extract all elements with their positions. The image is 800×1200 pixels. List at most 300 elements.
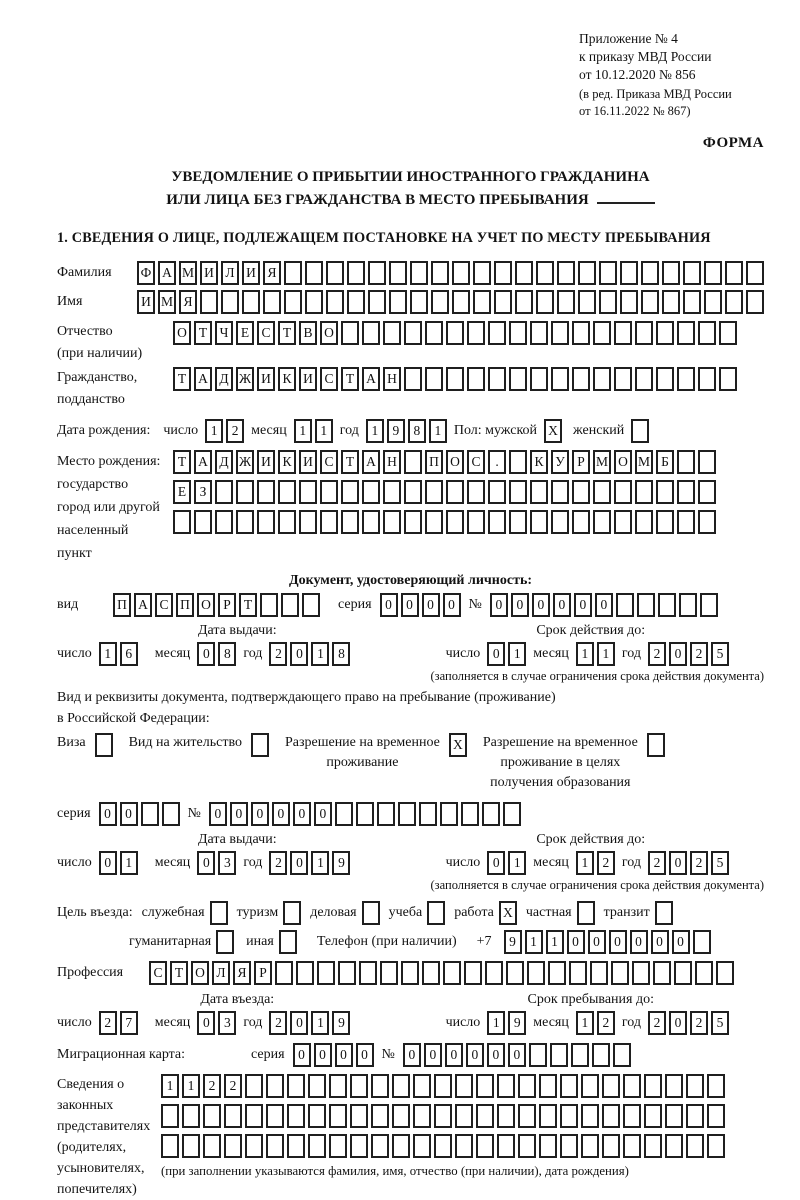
char-cell[interactable] [452,261,470,285]
char-cell[interactable]: Р [572,450,590,474]
char-cell[interactable]: 3 [218,1011,236,1035]
char-cell[interactable] [392,1074,410,1098]
char-cell[interactable] [383,321,401,345]
char-cell[interactable]: 0 [293,1043,311,1067]
char-cell[interactable] [693,930,711,954]
char-cell[interactable]: Я [233,961,251,985]
char-cell[interactable] [686,1074,704,1098]
char-cell[interactable] [422,961,440,985]
char-cell[interactable] [257,510,275,534]
char-cell[interactable] [341,321,359,345]
char-cell[interactable] [425,321,443,345]
char-cell[interactable]: Я [263,261,281,285]
char-cell[interactable]: 0 [272,802,290,826]
char-cell[interactable]: С [467,450,485,474]
char-cell[interactable] [221,290,239,314]
char-cell[interactable] [506,961,524,985]
char-cell[interactable]: 0 [424,1043,442,1067]
char-cell[interactable] [434,1134,452,1158]
char-cell[interactable] [497,1074,515,1098]
char-cell[interactable]: А [194,450,212,474]
char-cell[interactable]: А [362,450,380,474]
char-cell[interactable]: X [499,901,517,925]
char-cell[interactable] [308,1104,326,1128]
char-cell[interactable] [656,367,674,391]
char-cell[interactable]: 0 [567,930,585,954]
char-cell[interactable] [658,593,676,617]
char-cell[interactable] [560,1074,578,1098]
char-cell[interactable] [413,1134,431,1158]
char-cell[interactable]: 0 [290,1011,308,1035]
char-cell[interactable] [602,1074,620,1098]
char-cell[interactable] [578,290,596,314]
char-cell[interactable] [203,1134,221,1158]
char-cell[interactable]: А [158,261,176,285]
char-cell[interactable] [95,733,113,757]
char-cell[interactable] [613,1043,631,1067]
char-cell[interactable] [719,321,737,345]
char-cell[interactable]: 0 [401,593,419,617]
char-cell[interactable]: 1 [182,1074,200,1098]
char-cell[interactable]: 0 [487,642,505,666]
char-cell[interactable]: М [179,261,197,285]
char-cell[interactable] [404,367,422,391]
char-cell[interactable]: . [488,450,506,474]
char-cell[interactable]: 0 [609,930,627,954]
char-cell[interactable] [404,480,422,504]
char-cell[interactable]: И [200,261,218,285]
char-cell[interactable]: 0 [380,593,398,617]
char-cell[interactable]: 0 [293,802,311,826]
char-cell[interactable]: 0 [422,593,440,617]
char-cell[interactable] [482,802,500,826]
char-cell[interactable]: Т [173,367,191,391]
char-cell[interactable] [362,321,380,345]
char-cell[interactable] [572,480,590,504]
char-cell[interactable] [623,1074,641,1098]
char-cell[interactable]: 0 [314,1043,332,1067]
char-cell[interactable] [539,1104,557,1128]
char-cell[interactable] [371,1104,389,1128]
char-cell[interactable] [383,480,401,504]
char-cell[interactable] [637,593,655,617]
char-cell[interactable] [656,321,674,345]
char-cell[interactable] [530,480,548,504]
char-cell[interactable]: 0 [99,802,117,826]
char-cell[interactable] [536,261,554,285]
char-cell[interactable] [550,1043,568,1067]
char-cell[interactable] [485,961,503,985]
char-cell[interactable]: 7 [120,1011,138,1035]
char-cell[interactable] [614,367,632,391]
char-cell[interactable] [245,1134,263,1158]
char-cell[interactable]: X [544,419,562,443]
char-cell[interactable]: О [614,450,632,474]
char-cell[interactable] [695,961,713,985]
char-cell[interactable]: 0 [290,642,308,666]
char-cell[interactable] [299,510,317,534]
char-cell[interactable]: Д [215,367,233,391]
char-cell[interactable] [677,510,695,534]
char-cell[interactable]: 1 [576,642,594,666]
char-cell[interactable] [410,290,428,314]
char-cell[interactable]: Я [179,290,197,314]
char-cell[interactable] [644,1134,662,1158]
char-cell[interactable]: 0 [487,851,505,875]
char-cell[interactable]: 1 [597,642,615,666]
char-cell[interactable]: Е [173,480,191,504]
char-cell[interactable] [461,802,479,826]
char-cell[interactable] [320,480,338,504]
char-cell[interactable] [536,290,554,314]
char-cell[interactable]: А [194,367,212,391]
char-cell[interactable] [677,367,695,391]
char-cell[interactable] [593,510,611,534]
char-cell[interactable]: 0 [99,851,117,875]
char-cell[interactable]: С [257,321,275,345]
char-cell[interactable] [335,802,353,826]
char-cell[interactable]: О [197,593,215,617]
char-cell[interactable]: Л [221,261,239,285]
char-cell[interactable]: Т [239,593,257,617]
char-cell[interactable] [434,1104,452,1128]
char-cell[interactable] [371,1134,389,1158]
char-cell[interactable]: 1 [487,1011,505,1035]
char-cell[interactable] [161,1134,179,1158]
char-cell[interactable] [716,961,734,985]
char-cell[interactable] [509,510,527,534]
char-cell[interactable] [655,901,673,925]
char-cell[interactable]: 1 [366,419,384,443]
char-cell[interactable]: Т [278,321,296,345]
char-cell[interactable]: И [137,290,155,314]
char-cell[interactable] [308,1134,326,1158]
char-cell[interactable]: 0 [403,1043,421,1067]
char-cell[interactable] [392,1104,410,1128]
char-cell[interactable] [620,290,638,314]
char-cell[interactable] [686,1134,704,1158]
char-cell[interactable]: 1 [120,851,138,875]
char-cell[interactable] [296,961,314,985]
char-cell[interactable]: М [635,450,653,474]
char-cell[interactable] [530,367,548,391]
char-cell[interactable] [356,802,374,826]
char-cell[interactable] [245,1104,263,1128]
char-cell[interactable] [443,961,461,985]
char-cell[interactable] [698,480,716,504]
char-cell[interactable] [413,1104,431,1128]
char-cell[interactable]: 5 [711,642,729,666]
char-cell[interactable] [614,480,632,504]
char-cell[interactable] [216,930,234,954]
char-cell[interactable] [278,510,296,534]
char-cell[interactable] [329,1104,347,1128]
char-cell[interactable] [431,290,449,314]
char-cell[interactable] [347,261,365,285]
char-cell[interactable] [530,321,548,345]
char-cell[interactable] [251,733,269,757]
char-cell[interactable] [317,961,335,985]
char-cell[interactable] [488,367,506,391]
char-cell[interactable] [497,1134,515,1158]
char-cell[interactable] [656,510,674,534]
char-cell[interactable] [683,261,701,285]
char-cell[interactable] [257,480,275,504]
char-cell[interactable] [284,261,302,285]
char-cell[interactable] [161,1104,179,1128]
char-cell[interactable] [509,367,527,391]
char-cell[interactable]: Т [173,450,191,474]
char-cell[interactable]: П [425,450,443,474]
char-cell[interactable] [641,261,659,285]
char-cell[interactable]: 0 [290,851,308,875]
char-cell[interactable]: К [530,450,548,474]
char-cell[interactable] [557,261,575,285]
char-cell[interactable] [182,1104,200,1128]
char-cell[interactable] [326,290,344,314]
char-cell[interactable] [434,1074,452,1098]
char-cell[interactable]: 0 [588,930,606,954]
char-cell[interactable] [614,321,632,345]
char-cell[interactable]: 5 [711,1011,729,1035]
char-cell[interactable] [308,1074,326,1098]
char-cell[interactable] [287,1074,305,1098]
char-cell[interactable] [602,1134,620,1158]
char-cell[interactable] [509,480,527,504]
char-cell[interactable] [620,261,638,285]
char-cell[interactable] [700,593,718,617]
char-cell[interactable]: 2 [690,642,708,666]
char-cell[interactable]: 0 [230,802,248,826]
char-cell[interactable]: С [149,961,167,985]
char-cell[interactable] [509,450,527,474]
char-cell[interactable] [515,261,533,285]
char-cell[interactable] [464,961,482,985]
char-cell[interactable] [635,321,653,345]
char-cell[interactable] [380,961,398,985]
char-cell[interactable] [623,1104,641,1128]
char-cell[interactable] [578,261,596,285]
char-cell[interactable] [518,1104,536,1128]
char-cell[interactable]: 0 [314,802,332,826]
char-cell[interactable] [425,510,443,534]
char-cell[interactable]: 0 [197,851,215,875]
char-cell[interactable] [377,802,395,826]
char-cell[interactable] [488,321,506,345]
char-cell[interactable] [398,802,416,826]
char-cell[interactable]: 9 [504,930,522,954]
char-cell[interactable] [404,321,422,345]
char-cell[interactable] [359,961,377,985]
char-cell[interactable]: 5 [711,851,729,875]
char-cell[interactable] [427,901,445,925]
char-cell[interactable] [665,1074,683,1098]
char-cell[interactable]: 1 [315,419,333,443]
char-cell[interactable]: 9 [332,1011,350,1035]
char-cell[interactable] [632,961,650,985]
char-cell[interactable]: 1 [508,851,526,875]
char-cell[interactable] [236,510,254,534]
char-cell[interactable]: 2 [269,642,287,666]
char-cell[interactable] [662,261,680,285]
char-cell[interactable]: 2 [648,1011,666,1035]
char-cell[interactable] [350,1104,368,1128]
char-cell[interactable] [455,1074,473,1098]
char-cell[interactable] [326,261,344,285]
char-cell[interactable] [593,480,611,504]
char-cell[interactable]: И [242,261,260,285]
char-cell[interactable] [404,450,422,474]
char-cell[interactable]: 1 [576,1011,594,1035]
char-cell[interactable] [329,1134,347,1158]
char-cell[interactable] [320,510,338,534]
char-cell[interactable] [245,1074,263,1098]
char-cell[interactable] [368,261,386,285]
char-cell[interactable]: 0 [672,930,690,954]
char-cell[interactable] [467,367,485,391]
char-cell[interactable] [494,261,512,285]
char-cell[interactable] [413,1074,431,1098]
char-cell[interactable]: 0 [651,930,669,954]
char-cell[interactable]: 1 [429,419,447,443]
char-cell[interactable]: 2 [224,1074,242,1098]
char-cell[interactable]: 1 [311,1011,329,1035]
char-cell[interactable] [551,321,569,345]
char-cell[interactable]: Р [218,593,236,617]
char-cell[interactable] [635,480,653,504]
char-cell[interactable]: 2 [226,419,244,443]
char-cell[interactable] [200,290,218,314]
char-cell[interactable]: 0 [532,593,550,617]
char-cell[interactable] [383,510,401,534]
char-cell[interactable] [707,1134,725,1158]
char-cell[interactable] [665,1104,683,1128]
char-cell[interactable]: К [278,450,296,474]
char-cell[interactable]: А [362,367,380,391]
char-cell[interactable]: 1 [205,419,223,443]
char-cell[interactable] [215,510,233,534]
char-cell[interactable]: 9 [332,851,350,875]
char-cell[interactable] [551,510,569,534]
char-cell[interactable] [338,961,356,985]
char-cell[interactable] [683,290,701,314]
char-cell[interactable]: 2 [690,1011,708,1035]
char-cell[interactable]: И [257,450,275,474]
char-cell[interactable]: Д [215,450,233,474]
char-cell[interactable] [509,321,527,345]
char-cell[interactable]: 0 [669,642,687,666]
char-cell[interactable] [518,1134,536,1158]
char-cell[interactable] [203,1104,221,1128]
char-cell[interactable] [653,961,671,985]
char-cell[interactable]: К [278,367,296,391]
char-cell[interactable]: Б [656,450,674,474]
char-cell[interactable]: М [158,290,176,314]
char-cell[interactable]: Ф [137,261,155,285]
char-cell[interactable] [746,261,764,285]
char-cell[interactable] [260,593,278,617]
char-cell[interactable]: З [194,480,212,504]
char-cell[interactable] [455,1134,473,1158]
char-cell[interactable]: О [446,450,464,474]
char-cell[interactable] [266,1104,284,1128]
char-cell[interactable] [665,1134,683,1158]
char-cell[interactable] [210,901,228,925]
char-cell[interactable]: Т [341,367,359,391]
char-cell[interactable] [404,510,422,534]
char-cell[interactable]: Т [194,321,212,345]
char-cell[interactable] [440,802,458,826]
char-cell[interactable]: Н [383,450,401,474]
char-cell[interactable] [611,961,629,985]
char-cell[interactable] [341,480,359,504]
char-cell[interactable]: 1 [294,419,312,443]
char-cell[interactable] [698,367,716,391]
char-cell[interactable] [283,901,301,925]
char-cell[interactable]: 1 [161,1074,179,1098]
char-cell[interactable]: О [320,321,338,345]
char-cell[interactable]: 1 [99,642,117,666]
char-cell[interactable] [592,1043,610,1067]
char-cell[interactable]: 0 [197,1011,215,1035]
char-cell[interactable]: О [191,961,209,985]
char-cell[interactable] [581,1104,599,1128]
char-cell[interactable] [569,961,587,985]
char-cell[interactable]: 2 [648,851,666,875]
char-cell[interactable]: И [257,367,275,391]
char-cell[interactable] [497,1104,515,1128]
char-cell[interactable]: П [176,593,194,617]
char-cell[interactable] [182,1134,200,1158]
char-cell[interactable] [548,961,566,985]
char-cell[interactable]: С [320,367,338,391]
char-cell[interactable] [527,961,545,985]
char-cell[interactable]: Е [236,321,254,345]
char-cell[interactable]: 0 [251,802,269,826]
char-cell[interactable]: Р [254,961,272,985]
char-cell[interactable] [446,321,464,345]
char-cell[interactable] [581,1074,599,1098]
char-cell[interactable]: О [173,321,191,345]
char-cell[interactable] [577,901,595,925]
char-cell[interactable]: Ж [236,450,254,474]
char-cell[interactable] [362,480,380,504]
char-cell[interactable] [224,1134,242,1158]
char-cell[interactable] [560,1104,578,1128]
char-cell[interactable] [284,290,302,314]
char-cell[interactable] [473,290,491,314]
char-cell[interactable] [572,321,590,345]
char-cell[interactable] [446,367,464,391]
char-cell[interactable]: Т [170,961,188,985]
char-cell[interactable] [641,290,659,314]
char-cell[interactable]: С [155,593,173,617]
char-cell[interactable] [529,1043,547,1067]
char-cell[interactable] [677,321,695,345]
char-cell[interactable] [281,593,299,617]
char-cell[interactable] [425,480,443,504]
char-cell[interactable] [279,930,297,954]
char-cell[interactable] [467,480,485,504]
char-cell[interactable] [476,1134,494,1158]
char-cell[interactable] [698,510,716,534]
char-cell[interactable]: В [299,321,317,345]
char-cell[interactable] [602,1104,620,1128]
char-cell[interactable] [656,480,674,504]
char-cell[interactable] [389,290,407,314]
char-cell[interactable] [503,802,521,826]
char-cell[interactable] [557,290,575,314]
